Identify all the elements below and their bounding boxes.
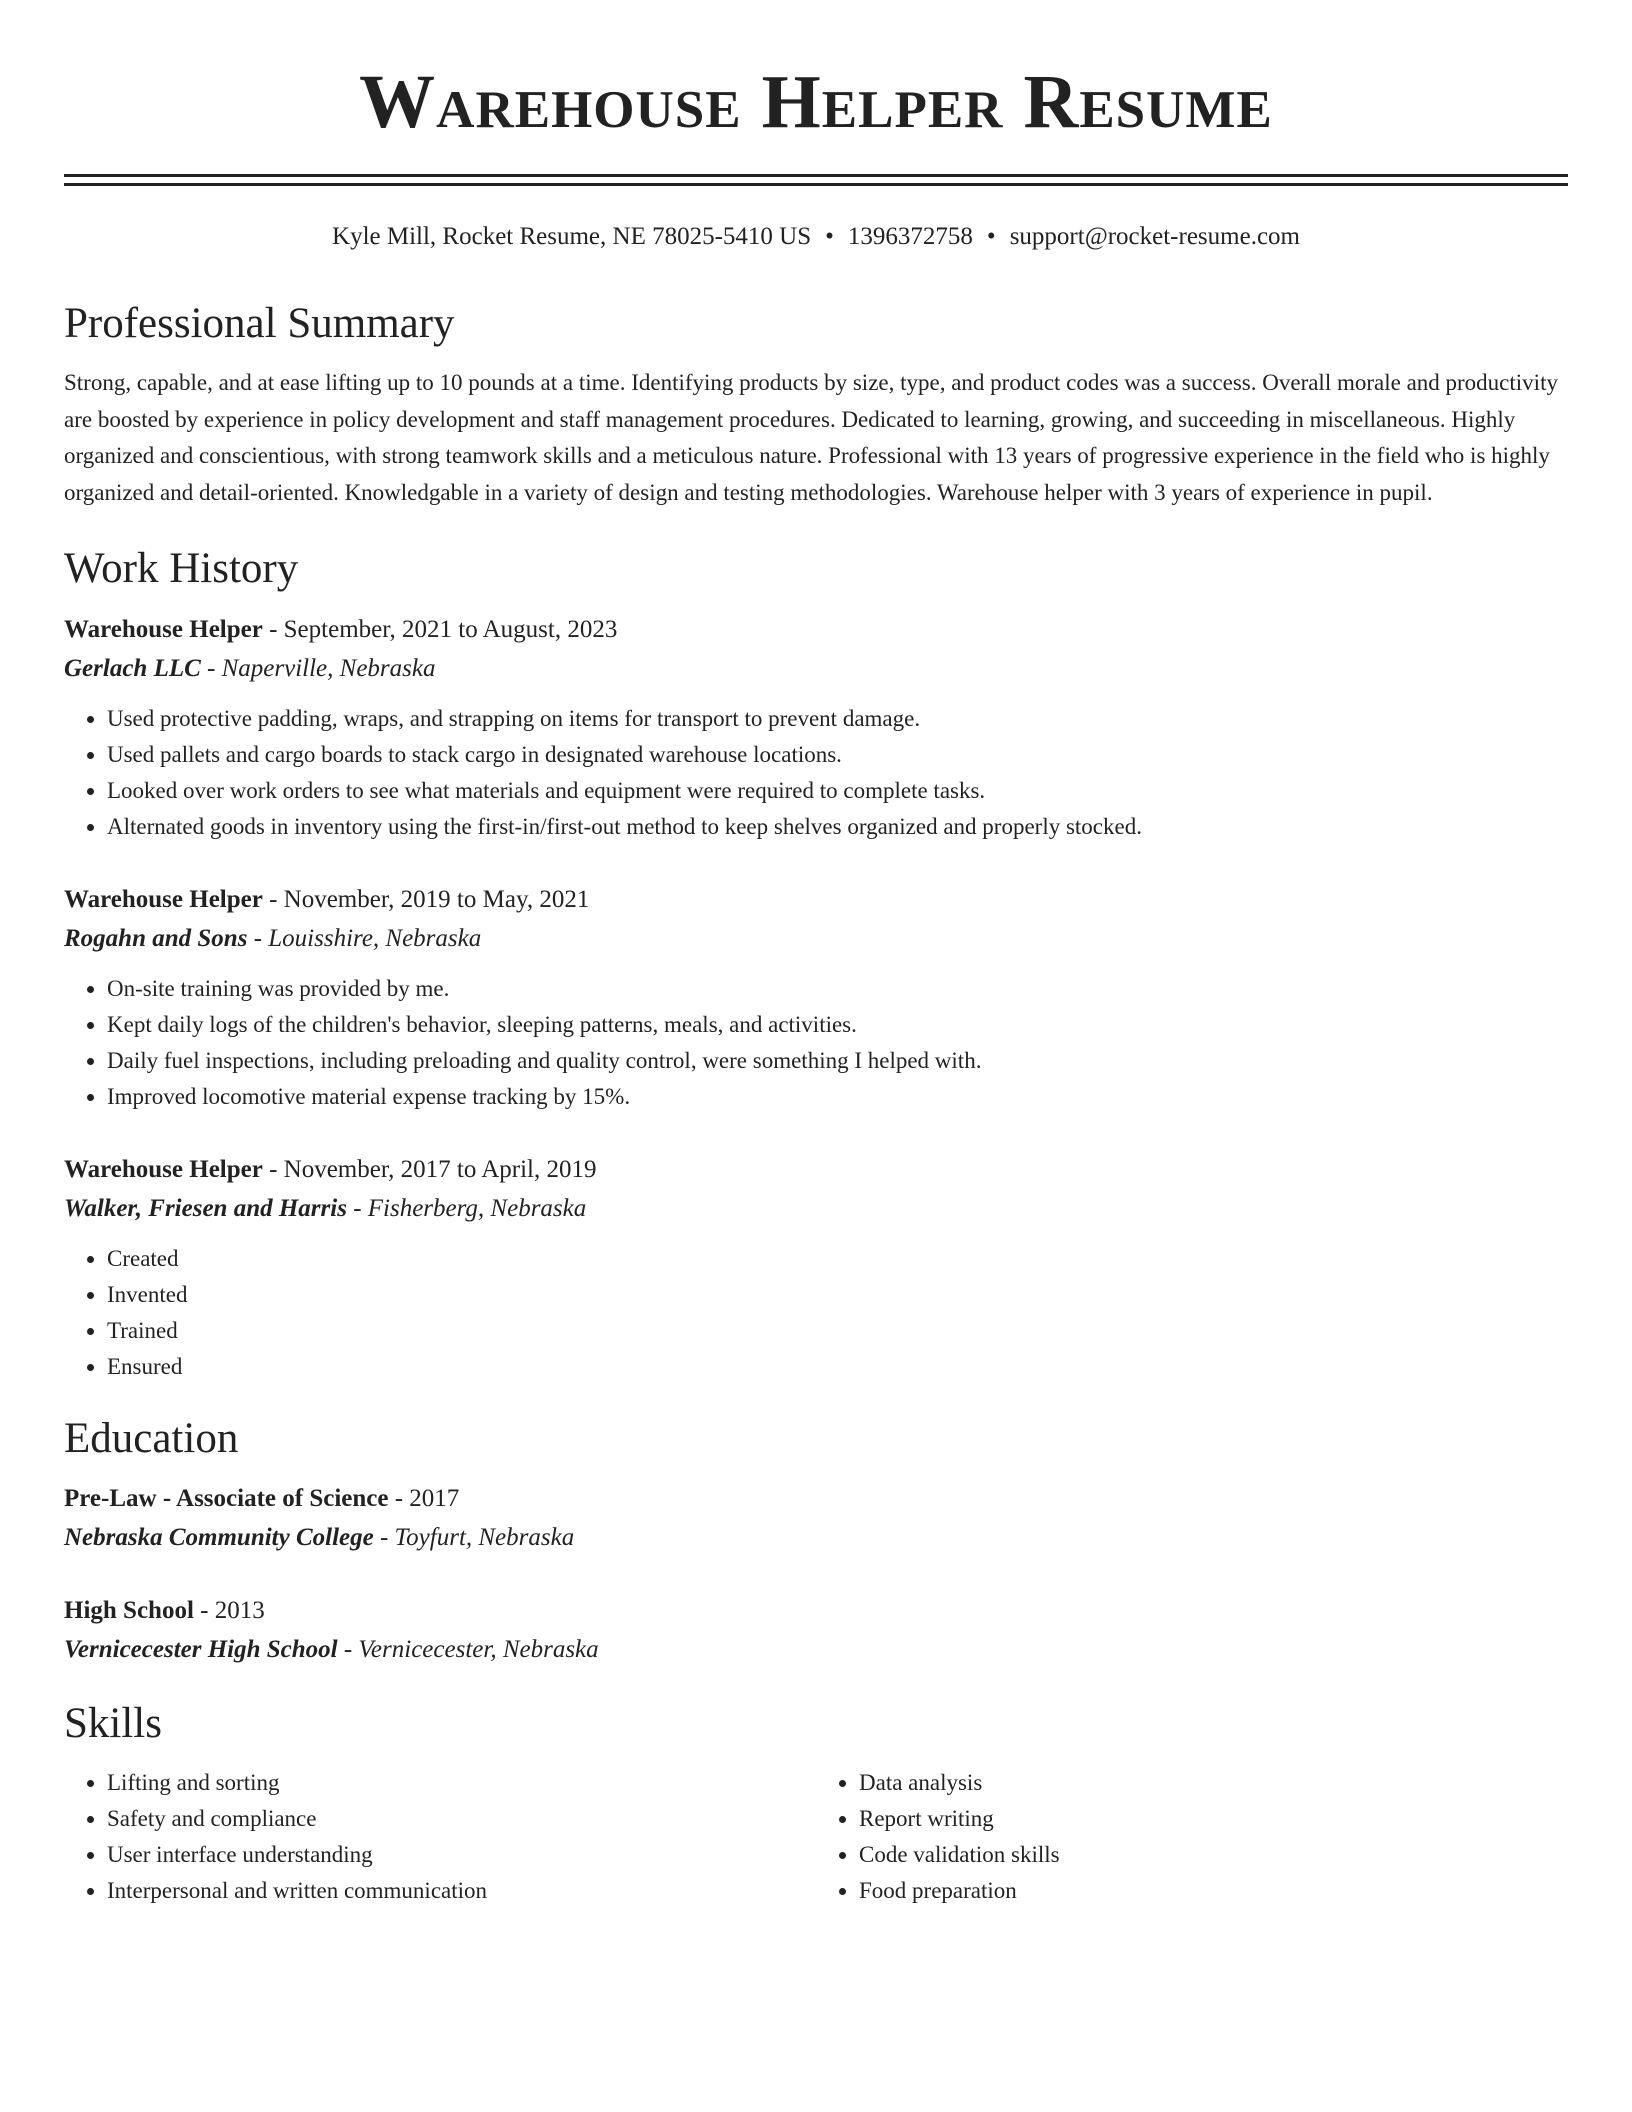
work-history-heading: Work History [64,545,299,593]
list-item: • Looked over work orders to see what materials and equipment were required to complete tasks. [107,773,1568,809]
education-heading: Education [64,1414,239,1462]
degree-line [64,1480,1568,1518]
contact-address: Kyle Mill, Rocket Resume, NE 78025-5410 US [332,223,812,250]
job-dates: - September, 2021 to August, 2023 [262,615,618,643]
job-title-line [64,611,1568,649]
company-line [64,919,1568,959]
list-item: • Alternated goods in inventory using the first-in/first-out method to keep shelves organized and properly stocked. [107,809,1568,845]
list-item: • Used pallets and cargo boards to stack cargo in designated warehouse locations. [107,737,1568,773]
education-entry [64,1592,1568,1670]
list-item: • Ensured [107,1349,1568,1385]
job-entry [64,611,1568,845]
school-name: Vernicecester High School [64,1635,338,1663]
school-line [64,1630,1568,1670]
summary-text: Strong, capable, and at ease lifting up to 10 pounds at a time. Identifying products by size, type, and product codes was a success. Overall morale and productivity are boosted by experience in policy development and staff management procedures. Dedicated to learning, growing, and succeeding in miscellaneous. Highly organized and conscientious, with strong teamwork skills and a meticulous nature. Professional with 13 years of progressive experience in the field who is highly organized and detail-oriented. Knowledgable in a variety of design and testing methodologies. Warehouse helper with 3 years of experience in pupil. [64,370,1558,505]
school-location: - Vernicecester, Nebraska [337,1635,599,1663]
company-line [64,1189,1568,1229]
contact-separator: • [986,223,996,250]
skill-item: • Report writing [859,1801,1568,1837]
resume-title: Warehouse Helper Resume [359,60,1273,144]
contact-phone: 1396372758 [847,223,973,250]
skills-columns [64,1765,1568,1909]
job-title-line [64,881,1568,919]
school-line [64,1518,1568,1558]
job-title: Warehouse Helper [64,885,263,913]
degree-year: - 2017 [388,1484,460,1512]
skill-item: • User interface understanding [107,1837,816,1873]
skill-item: • Lifting and sorting [107,1765,816,1801]
list-item: • Invented [107,1277,1568,1313]
list-item: • Created [107,1241,1568,1277]
job-entry [64,881,1568,1115]
school-name: Nebraska Community College [64,1523,374,1551]
job-dates: - November, 2017 to April, 2019 [262,1155,597,1183]
skill-item: • Interpersonal and written communication [107,1873,816,1909]
job-bullets [64,1241,1568,1385]
list-item: • Improved locomotive material expense tracking by 15%. [107,1079,1568,1115]
job-dates: - November, 2019 to May, 2021 [262,885,590,913]
job-bullets [64,971,1568,1115]
degree-name: High School [64,1596,194,1624]
degree-line [64,1592,1568,1630]
job-entry [64,1151,1568,1385]
company-name: Walker, Friesen and Harris [64,1194,347,1222]
skill-item: • Code validation skills [859,1837,1568,1873]
title-divider-bottom [64,183,1568,186]
job-title-line [64,1151,1568,1189]
skill-item: • Data analysis [859,1765,1568,1801]
skills-list-left [64,1765,816,1909]
list-item: • Trained [107,1313,1568,1349]
job-title: Warehouse Helper [64,615,263,643]
degree-name: Pre-Law - Associate of Science [64,1484,389,1512]
list-item: • Used protective padding, wraps, and strapping on items for transport to prevent damage. [107,701,1568,737]
education-entry [64,1480,1568,1558]
company-location: - Fisherberg, Nebraska [346,1194,587,1222]
skill-item: • Safety and compliance [107,1801,816,1837]
company-name: Gerlach LLC [64,654,201,682]
degree-year: - 2013 [193,1596,265,1624]
skills-heading: Skills [64,1699,162,1747]
contact-separator: • [825,223,834,250]
company-name: Rogahn and Sons [64,924,248,952]
summary-heading: Professional Summary [64,300,455,347]
company-location: - Naperville, Nebraska [200,654,436,682]
company-location: - Louisshire, Nebraska [247,924,482,952]
contact-email: support@rocket-resume.com [1009,223,1300,250]
list-item: • Kept daily logs of the children's behavior, sleeping patterns, meals, and activities. [107,1007,1568,1043]
skills-list-right [816,1765,1568,1909]
contact-line [64,222,1568,252]
title-divider-top [64,174,1568,177]
company-line [64,649,1568,689]
job-bullets [64,701,1568,845]
school-location: - Toyfurt, Nebraska [373,1523,575,1551]
list-item: • On-site training was provided by me. [107,971,1568,1007]
list-item: • Daily fuel inspections, including preloading and quality control, were something I helped with. [107,1043,1568,1079]
skill-item: • Food preparation [859,1873,1568,1909]
job-title: Warehouse Helper [64,1155,263,1183]
